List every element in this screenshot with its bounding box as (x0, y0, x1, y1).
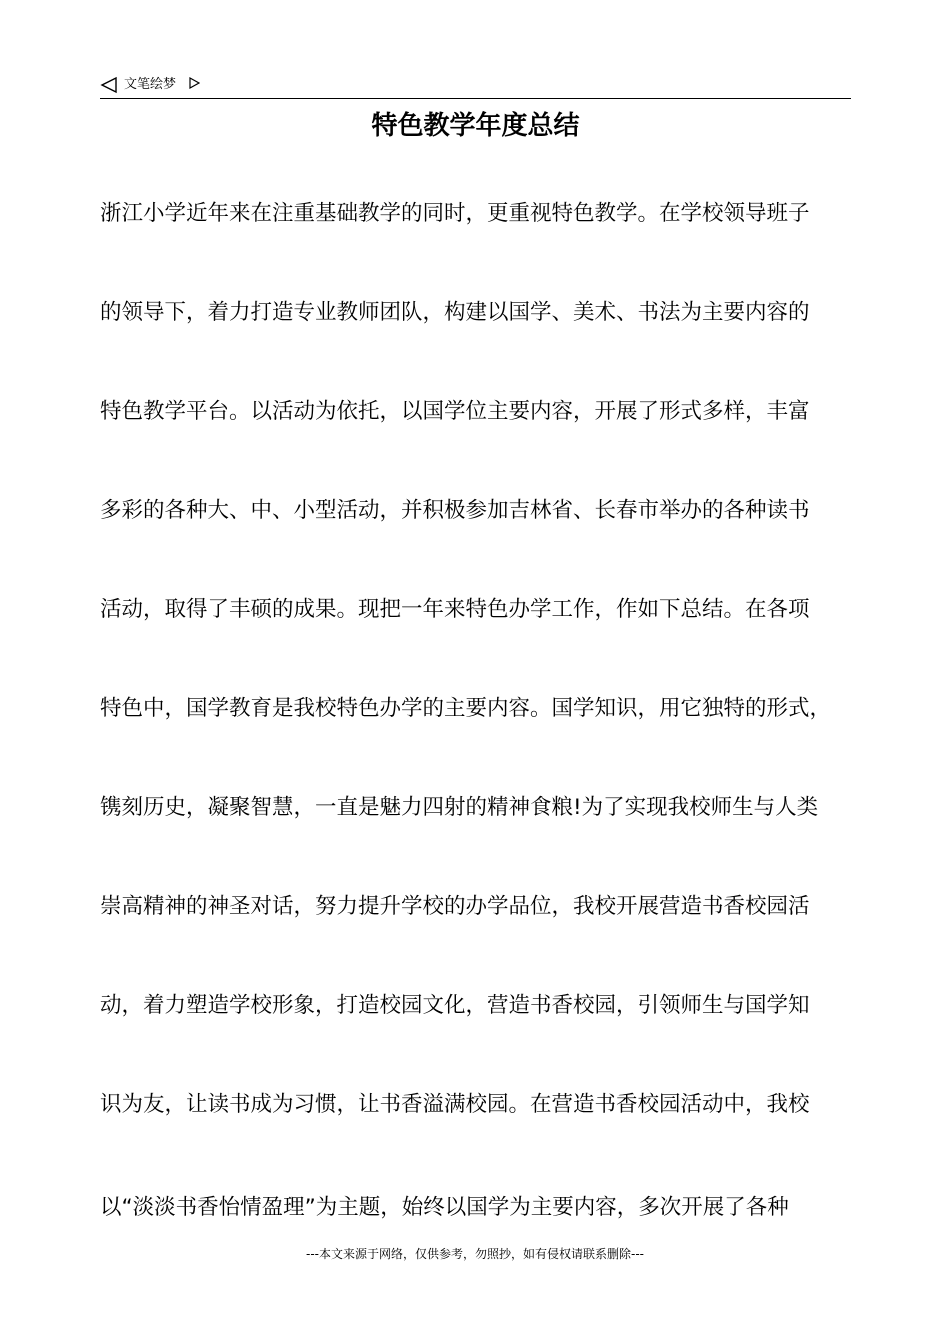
page-footer: ---本文来源于网络，仅供参考，勿照抄，如有侵权请联系删除--- (306, 1247, 644, 1261)
body-line: 多彩的各种大、中、小型活动，并积极参加吉林省、长春市举办的各种读书 (100, 498, 810, 523)
left-triangle-icon (100, 76, 118, 94)
body-line: 动，着力塑造学校形象，打造校园文化，营造书香校园，引领师生与国学知 (100, 993, 810, 1018)
page-header (100, 72, 851, 99)
body-line: 以“淡淡书香怡情盈理”为主题，始终以国学为主要内容，多次开展了各种 (100, 1195, 789, 1220)
body-line: 特色教学平台。以活动为依托，以国学位主要内容，开展了形式多样，丰富 (100, 399, 810, 424)
body-line: 的领导下，着力打造专业教师团队，构建以国学、美术、书法为主要内容的 (100, 300, 810, 325)
right-triangle-icon (188, 77, 200, 89)
body-line: 崇高精神的神圣对话，努力提升学校的办学品位，我校开展营造书香校园活 (100, 894, 810, 919)
document-title: 特色教学年度总结 (371, 111, 580, 141)
body-line: 活动，取得了丰硕的成果。现把一年来特色办学工作，作如下总结。在各项 (100, 597, 810, 622)
header-brand: 文笔绘梦 (124, 77, 177, 92)
body-line: 特色中，国学教育是我校特色办学的主要内容。国学知识，用它独特的形式， (100, 696, 832, 721)
body-line: 识为友，让读书成为习惯，让书香溢满校园。在营造书香校园活动中，我校 (100, 1092, 810, 1117)
body-line: 浙江小学近年来在注重基础教学的同时，更重视特色教学。在学校领导班子 (100, 201, 810, 226)
body-line: 镌刻历史，凝聚智慧，一直是魅力四射的精神食粮!为了实现我校师生与人类 (100, 795, 819, 820)
